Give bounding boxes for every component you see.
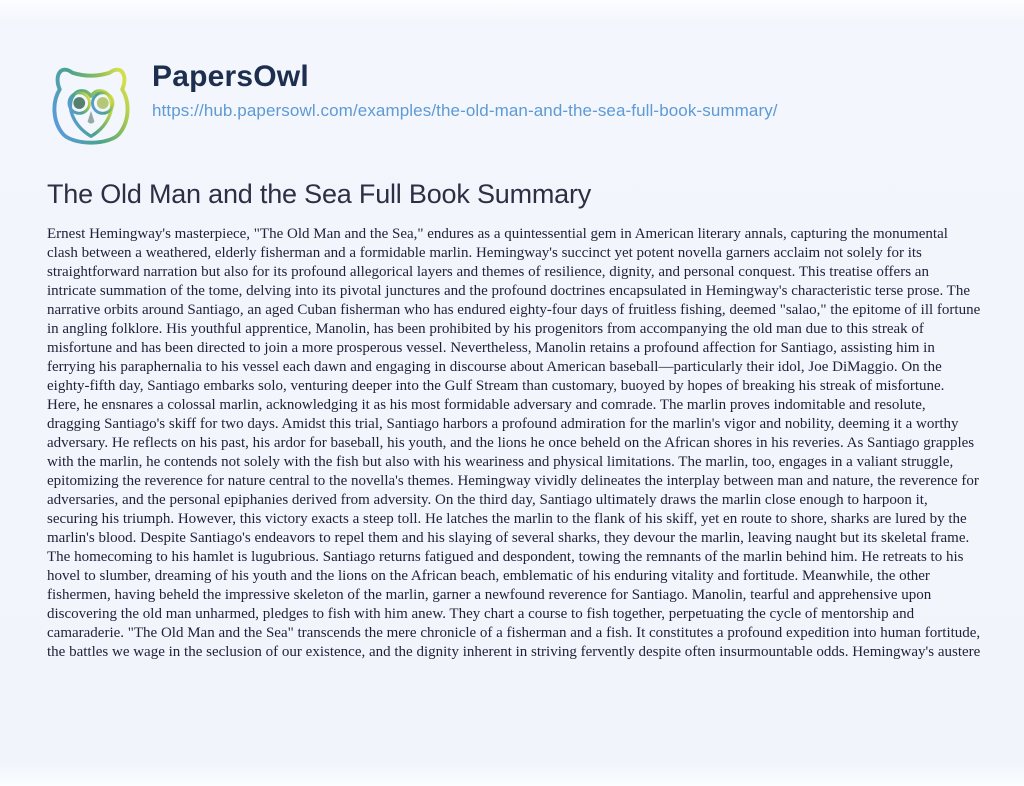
site-header [47,56,978,152]
papersowl-owl-logo-icon [47,58,135,152]
page-url-link[interactable]: https://hub.papersowl.com/examples/the-old-man-and-the-sea-full-book-summary/ [152,101,778,120]
brand-block [152,56,778,121]
article-body-text: Ernest Hemingway's masterpiece, "The Old Man and the Sea," endures as a quintessential gem in American literary annals, capturing the monumental clash between a weathered, elderly fisherman and a formidable marlin. Hemingway's succinct yet potent novella garners acclaim not solely for its straightforward narration but also for its profound allegorical layers and themes of resilience, dignity, and personal conquest. This treatise offers an intricate summation of the tome, delving into its pivotal junctures and the profound doctrines encapsulated in Hemingway's characteristic terse prose. The narrative orbits around Santiago, an aged Cuban fisherman who has endured eighty-four days of fruitless fishing, deemed "salao," the epitome of ill fortune in angling folklore. His youthful apprentice, Manolin, has been prohibited by his progenitors from accompanying the old man due to this streak of misfortune and has been directed to join a more prosperous vessel. Nevertheless, Manolin retains a profound affection for Santiago, assisting him in ferrying his paraphernalia to his vessel each dawn and engaging in discourse about American baseball—particularly their idol, Joe DiMaggio. On the eighty-fifth day, Santiago embarks solo, venturing deeper into the Gulf Stream than customary, buoyed by hopes of breaking his streak of misfortune. Here, he ensnares a colossal marlin, acknowledging it as his most formidable adversary and comrade. The marlin proves indomitable and resolute, dragging Santiago's skiff for two days. Amidst this trial, Santiago harbors a profound admiration for the marlin's vigor and nobility, deeming it a worthy adversary. He reflects on his past, his ardor for baseball, his youth, and the lions he once beheld on the African shores in his reveries. As Santiago grapples with the marlin, he contends not solely with the fish but also with his weariness and physical limitations. The marlin, too, engages in a valiant struggle, epitomizing the reverence for nature central to the novella's themes. Hemingway vividly delineates the interplay between man and nature, the reverence for adversaries, and the personal epiphanies derived from adversity. On the third day, Santiago ultimately draws the marlin close enough to harpoon it, securing his triumph. However, this victory exacts a steep toll. He latches the marlin to the flank of his skiff, yet en route to shore, sharks are lured by the marlin's blood. Despite Santiago's endeavors to repel them and his slaying of several sharks, they devour the marlin, leaving naught but its skeletal frame. The homecoming to his hamlet is lugubrious. Santiago returns fatigued and despondent, towing the remnants of the marlin behind him. He retreats to his hovel to slumber, dreaming of his youth and the lions on the African beach, emblematic of his enduring vitality and fortitude. Meanwhile, the other fishermen, having beheld the impressive skeleton of the marlin, garner a newfound reverence for Santiago. Manolin, tearful and apprehensive upon discovering the old man unharmed, pledges to fish with him anew. They chart a course to fish together, perpetuating the cycle of mentorship and camaraderie. "The Old Man and the Sea" transcends the mere chronicle of a fisherman and a fish. It constitutes a profound expedition into human fortitude, the battles we wage in the seclusion of our existence, and the dignity inherent in striving fervently despite often insurmountable odds. Hemingway's austere [47,226,981,660]
brand-name: PapersOwl [152,60,309,93]
page-title: The Old Man and the Sea Full Book Summary [47,179,592,209]
